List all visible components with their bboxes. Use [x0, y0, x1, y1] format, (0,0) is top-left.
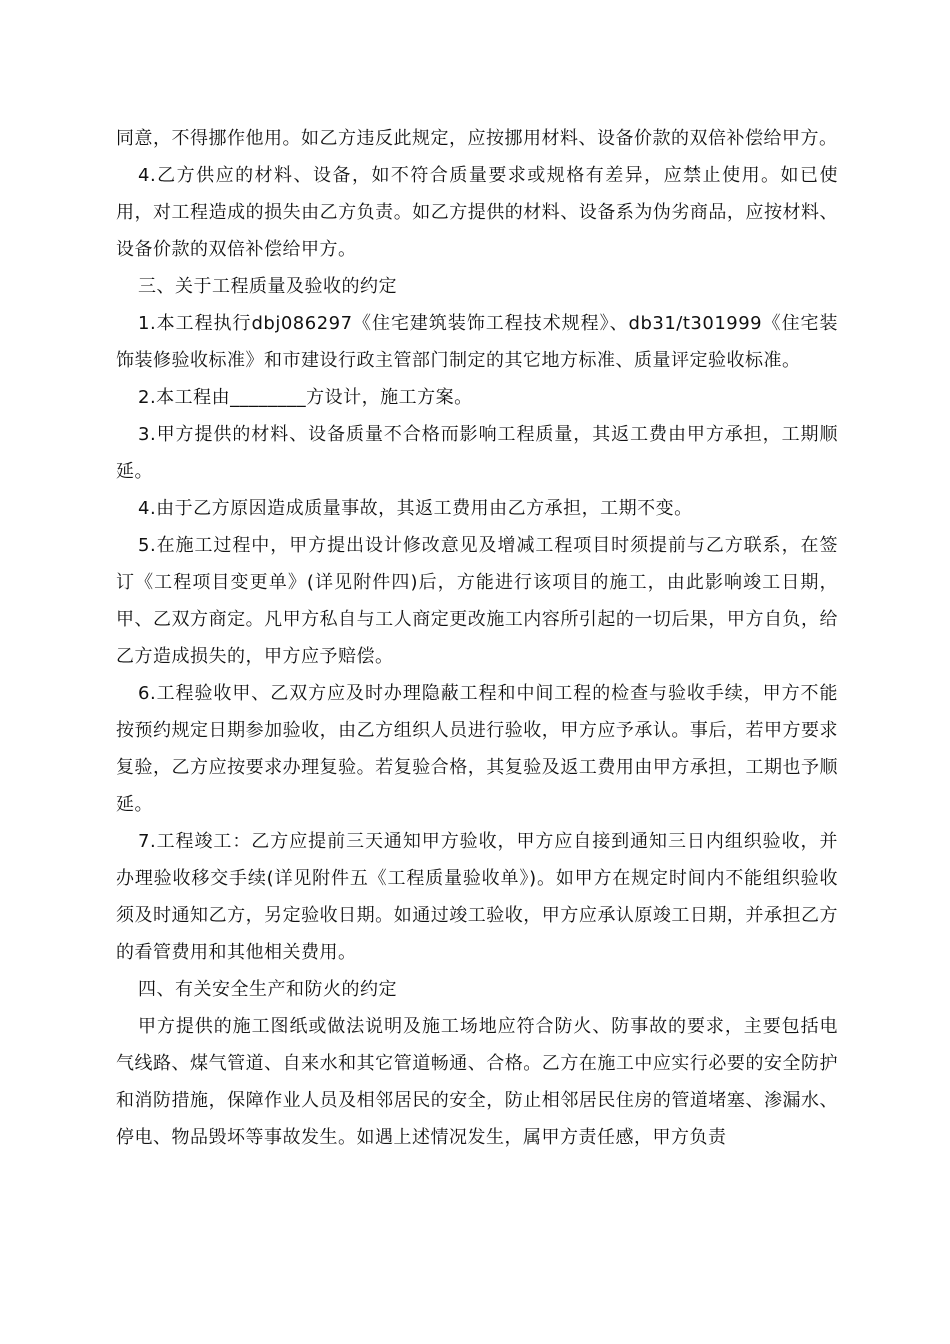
paragraph-clause-3-3: 3.甲方提供的材料、设备质量不合格而影响工程质量，其返工费由甲方承担，工期顺延。 — [116, 424, 838, 482]
paragraph-clause-3-4: 4.由于乙方原因造成质量事故，其返工费用由乙方承担，工期不变。 — [138, 498, 693, 519]
paragraph-clause-3-6: 6.工程验收甲、乙双方应及时办理隐蔽工程和中间工程的检查与验收手续，甲方不能按预约规定日期参加验收，由乙方组织人员进行验收，甲方应予承认。事后，若甲方要求复验，乙方应按要求办理复验。若复验合格，其复验及返工费用由甲方承担，工期也予顺延。 — [116, 683, 838, 815]
paragraph-clause-3-7: 7.工程竣工：乙方应提前三天通知甲方验收，甲方应自接到通知三日内组织验收，并办理验收移交手续(详见附件五《工程质量验收单》)。如甲方在规定时间内不能组织验收须及时通知乙方，另定验收日期。如通过竣工验收，甲方应承认原竣工日期，并承担乙方的看管费用和其他相关费用。 — [116, 831, 838, 963]
document-body — [116, 120, 838, 1156]
paragraph-clause-3-2: 2.本工程由________方设计，施工方案。 — [138, 387, 473, 408]
section-heading-4: 四、有关安全生产和防火的约定 — [138, 979, 397, 1000]
section-heading-3: 三、关于工程质量及验收的约定 — [138, 276, 397, 297]
paragraph-clause-3-5: 5.在施工过程中，甲方提出设计修改意见及增减工程项目时须提前与乙方联系，在签订《工程项目变更单》(详见附件四)后，方能进行该项目的施工，由此影响竣工日期，甲、乙双方商定。凡甲方私自与工人商定更改施工内容所引起的一切后果，甲方自负，给乙方造成损失的，甲方应予赔偿。 — [116, 535, 838, 667]
paragraph-clause-2-4: 4.乙方供应的材料、设备，如不符合质量要求或规格有差异，应禁止使用。如已使用，对工程造成的损失由乙方负责。如乙方提供的材料、设备系为伪劣商品，应按材料、设备价款的双倍补偿给甲方。 — [116, 165, 838, 260]
paragraph-safety: 甲方提供的施工图纸或做法说明及施工场地应符合防火、防事故的要求，主要包括电气线路、煤气管道、自来水和其它管道畅通、合格。乙方在施工中应实行必要的安全防护和消防措施，保障作业人员及相邻居民的安全，防止相邻居民住房的管道堵塞、渗漏水、停电、物品毁坏等事故发生。如遇上述情况发生，属甲方责任感，甲方负责 — [116, 1016, 838, 1148]
paragraph-continuation: 同意，不得挪作他用。如乙方违反此规定，应按挪用材料、设备价款的双倍补偿给甲方。 — [116, 128, 838, 149]
paragraph-clause-3-1: 1.本工程执行dbj086297《住宅建筑装饰工程技术规程》、db31/t301999《住宅装饰装修验收标准》和市建设行政主管部门制定的其它地方标准、质量评定验收标准。 — [116, 313, 838, 371]
